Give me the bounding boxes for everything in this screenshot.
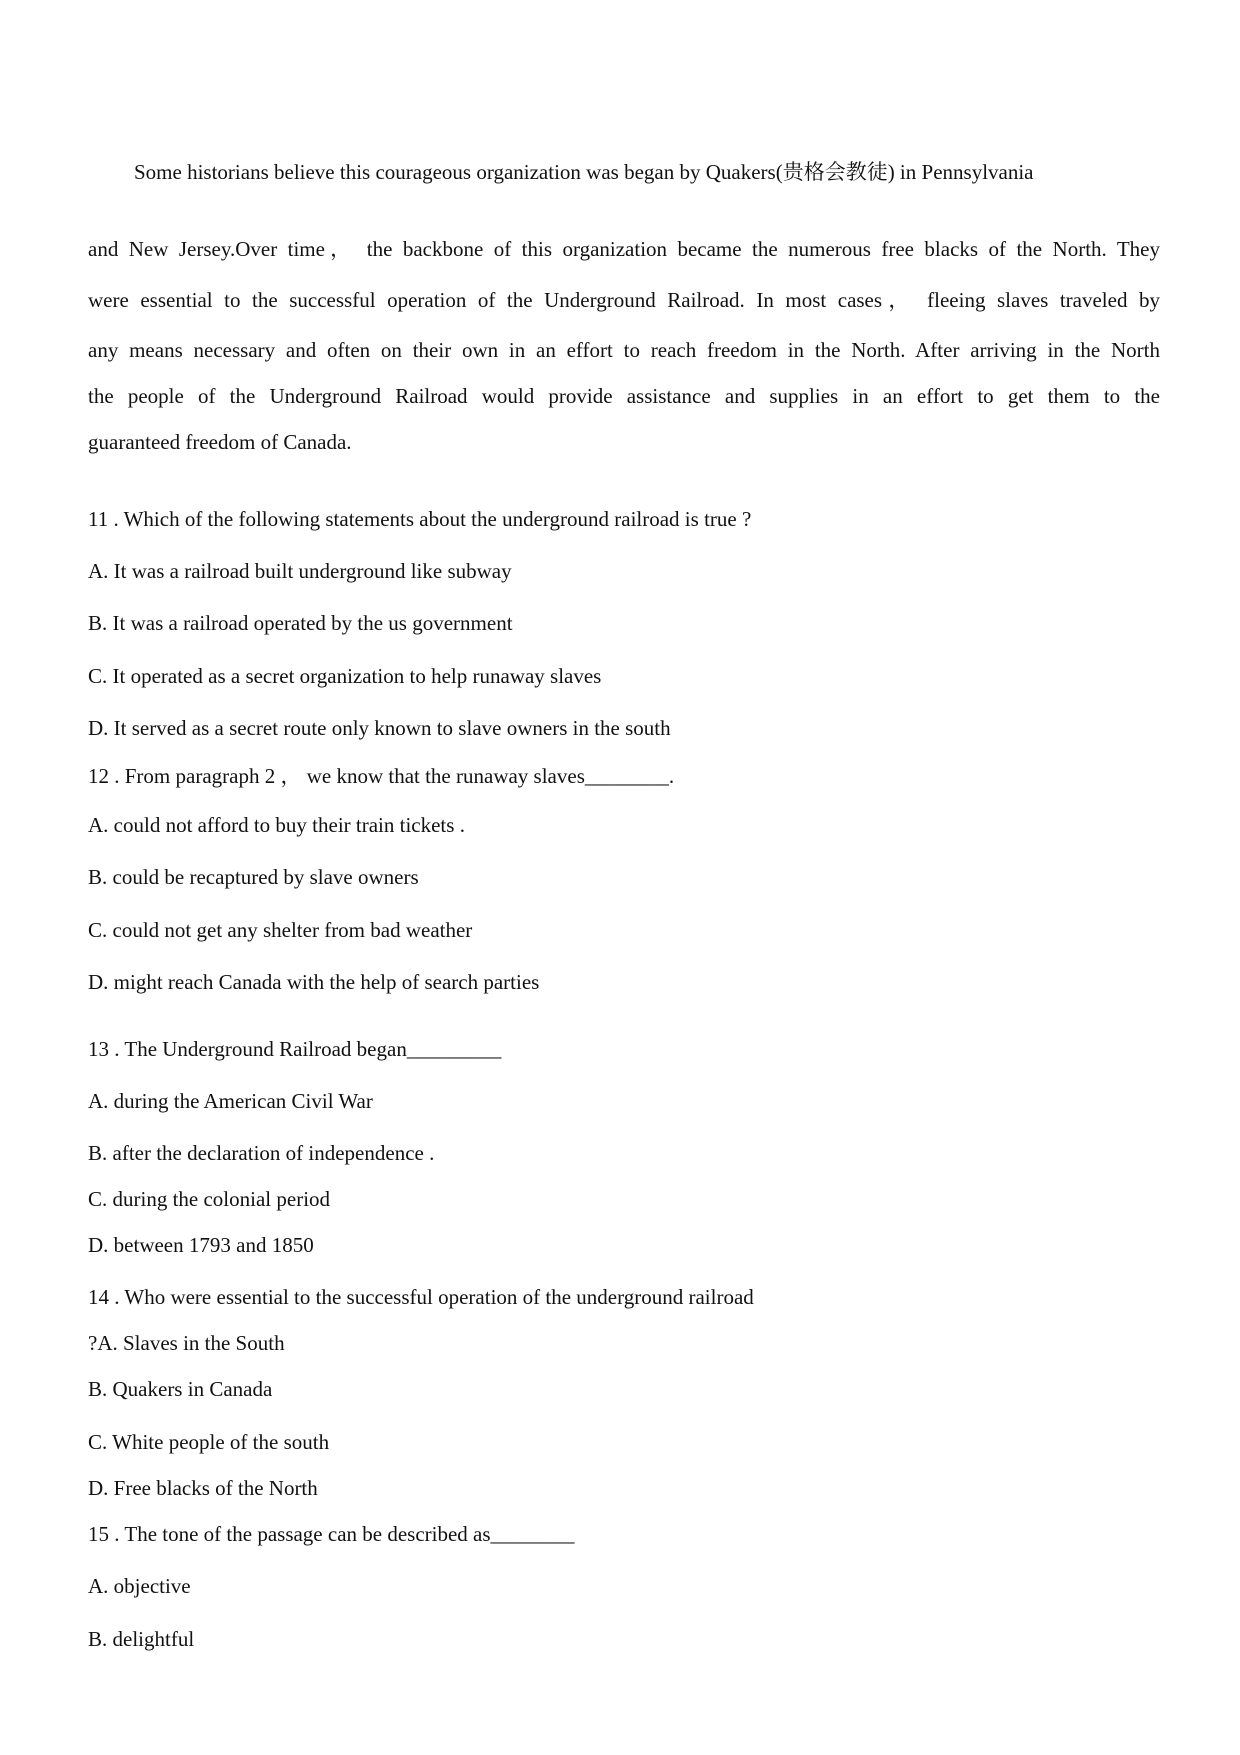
answer-option: B. after the declaration of independence . [88,1141,435,1165]
passage-line: Some historians believe this courageous organization was began by Quakers(贵格会教徒) in Pennsylvania [134,160,1034,184]
answer-option: C. could not get any shelter from bad weather [88,918,473,942]
answer-option: B. could be recaptured by slave owners [88,865,419,889]
answer-option: D. between 1793 and 1850 [88,1233,314,1257]
passage-line: the people of the Underground Railroad would provide assistance and supplies in an effort to get them to the [88,384,1160,408]
answer-option: C. It operated as a secret organization to help runaway slaves [88,664,602,688]
answer-option: A. could not afford to buy their train tickets . [88,813,465,837]
question-stem: 11 . Which of the following statements about the underground railroad is true ? [88,507,752,531]
answer-option: ?A. Slaves in the South [88,1331,285,1355]
answer-option: D. Free blacks of the North [88,1476,318,1500]
passage-line: were essential to the successful operation of the Underground Railroad. In most cases， fleeing slaves traveled by [88,288,1160,312]
question-stem: 12 . From paragraph 2 ， we know that the runaway slaves________. [88,764,675,788]
question-stem: 15 . The tone of the passage can be described as________ [88,1522,575,1546]
question-stem: 14 . Who were essential to the successful operation of the underground railroad [88,1285,754,1309]
answer-option: B. Quakers in Canada [88,1377,273,1401]
answer-option: D. It served as a secret route only known to slave owners in the south [88,716,671,740]
answer-option: C. White people of the south [88,1430,330,1454]
passage-line: and New Jersey.Over time， the backbone of this organization became the numerous free blacks of the North. They [88,237,1160,261]
answer-option: A. It was a railroad built underground like subway [88,559,512,583]
answer-option: C. during the colonial period [88,1187,331,1211]
question-stem: 13 . The Underground Railroad began_________ [88,1037,502,1061]
answer-option: B. It was a railroad operated by the us government [88,611,513,635]
passage-line: any means necessary and often on their own in an effort to reach freedom in the North. After arriving in the North [88,338,1160,362]
answer-option: A. during the American Civil War [88,1089,373,1113]
answer-option: A. objective [88,1574,191,1598]
answer-option: B. delightful [88,1627,195,1651]
answer-option: D. might reach Canada with the help of search parties [88,970,540,994]
passage-line: guaranteed freedom of Canada. [88,430,352,454]
